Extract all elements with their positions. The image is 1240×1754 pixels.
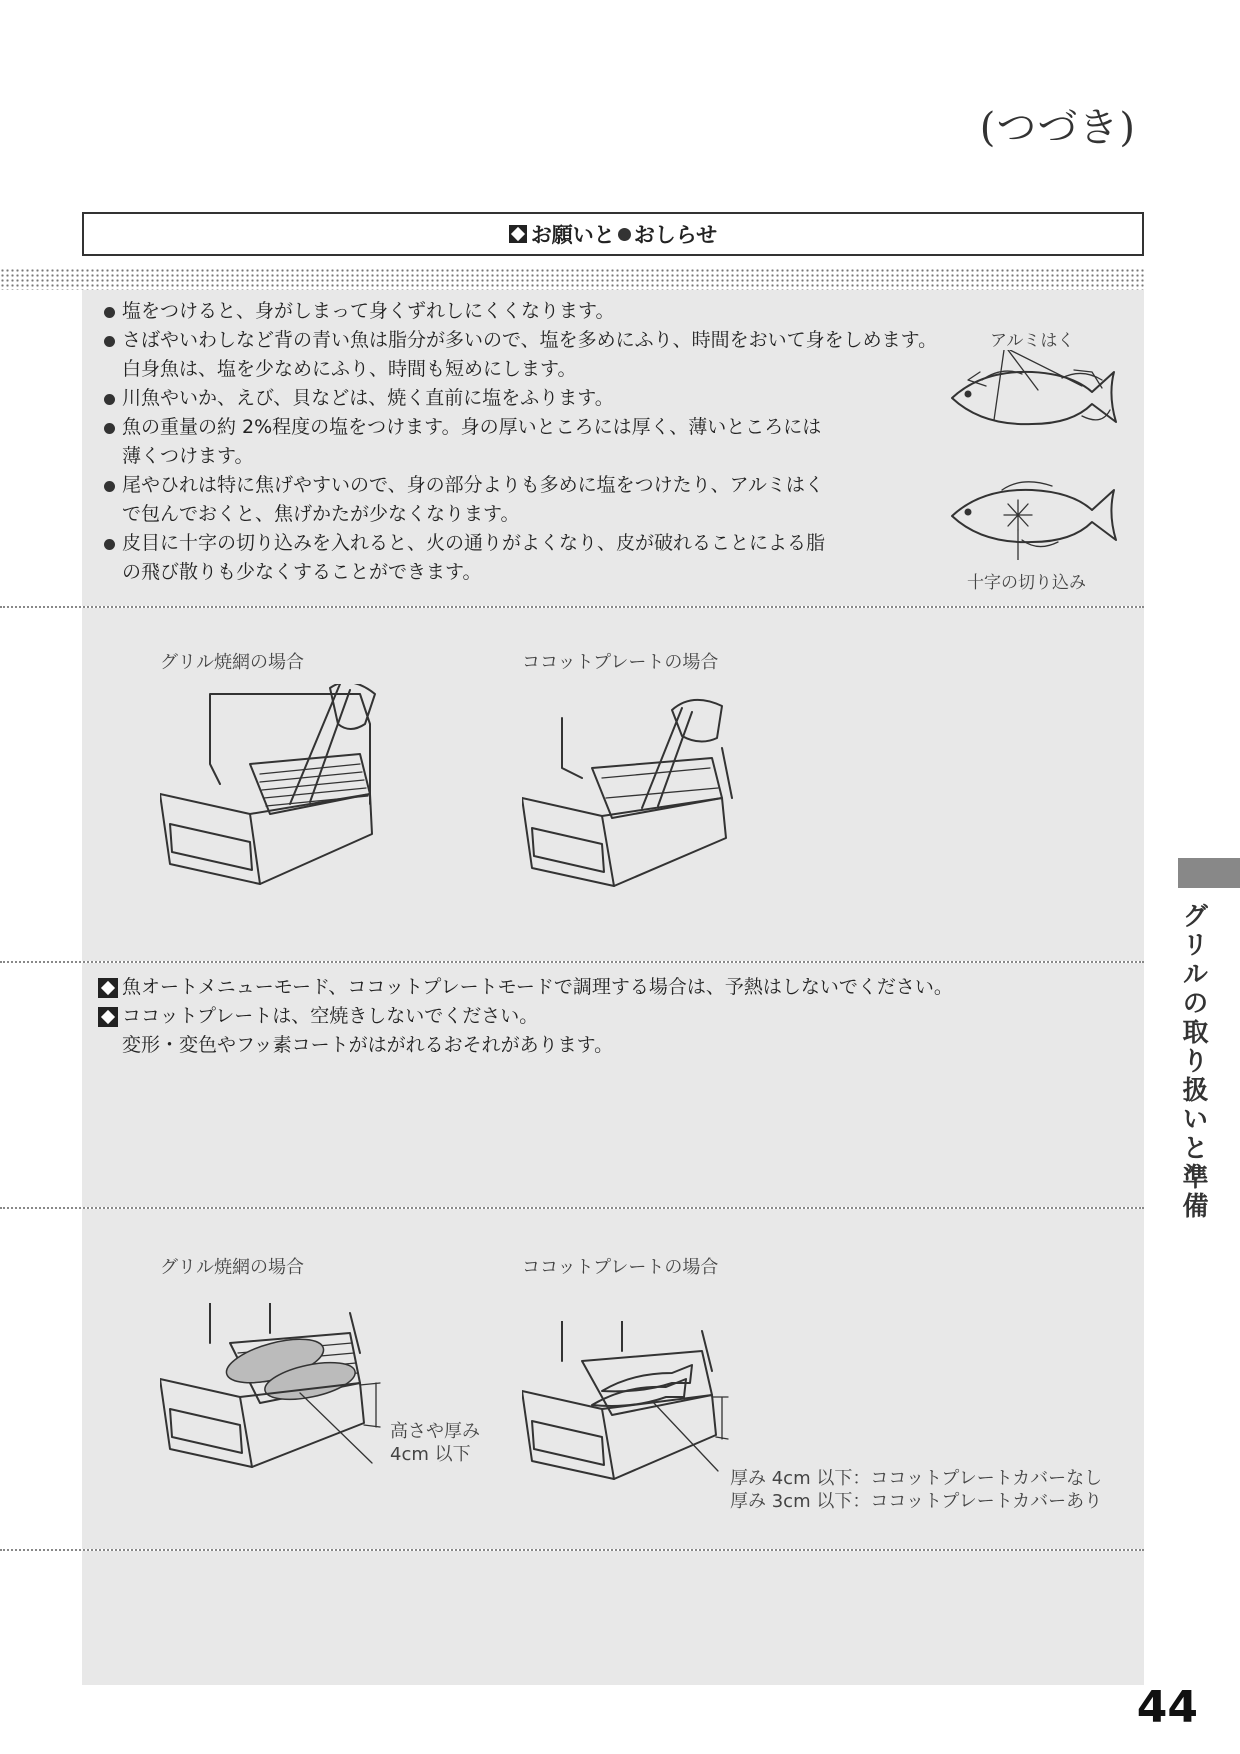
grill-net-caption: グリル焼網の場合: [160, 1257, 304, 1278]
salt-tips-list: [82, 297, 1042, 587]
dotted-divider: [0, 268, 1144, 290]
list-item: 尾やひれは特に焦げやすいので、身の部分よりも多めに塩をつけたり、アルミはく で包んでおくと、焦げかたが少なくなります。: [82, 471, 1042, 529]
fish-cross-cut-illustration: [942, 470, 1122, 560]
foil-label: アルミはく: [990, 331, 1075, 351]
cross-cut-label: 十字の切り込み: [967, 573, 1086, 593]
grill-net-thickness-illustration: [160, 1303, 460, 1503]
grill-net-limit-line1: 高さや厚み: [390, 1421, 480, 1442]
notice-label-part1: お願いと: [530, 223, 615, 247]
cocotte-plate-placement-illustration: [522, 698, 762, 918]
list-item: 魚の重量の約 2%程度の塩をつけます。身の厚いところには厚く、薄いところには 薄くつけます。: [82, 413, 1042, 471]
list-item: さばやいわしなど背の青い魚は脂分が多いので、塩を多めにふり、時間をおいて身をしめます。 白身魚は、塩を少なめにふり、時間も短めにします。: [82, 326, 1042, 384]
caution-diamond-icon: [98, 1007, 118, 1027]
caution-panel: [82, 963, 1144, 1207]
bottom-panel: [82, 1551, 1144, 1685]
cocotte-plate-caption: ココットプレートの場合: [522, 652, 719, 673]
chapter-tab: [1178, 858, 1240, 888]
caution-row-continued: 変形・変色やフッ素コートがはがれるおそれがあります。: [122, 1034, 614, 1056]
caution-row: 魚オートメニューモード、ココットプレートモードで調理する場合は、予熱はしないでください。: [82, 973, 1142, 1002]
notice-label-part2: おしらせ: [633, 223, 718, 247]
cocotte-limit-line1: 厚み 4cm 以下：ココットプレートカバーなし: [730, 1468, 1103, 1489]
caution-text: [82, 973, 1142, 1060]
list-item: 塩をつけると、身がしまって身くずれしにくくなります。: [82, 297, 1042, 326]
caution-diamond-icon: [509, 225, 527, 243]
grill-net-limit-line2: 4cm 以下: [390, 1444, 471, 1465]
caution-row: ココットプレートは、空焼きしないでください。: [82, 1002, 1142, 1031]
fish-foil-illustration: [942, 350, 1122, 440]
salt-tips-panel: [82, 290, 1144, 606]
grill-net-caption: グリル焼網の場合: [160, 652, 304, 673]
placement-panel: [82, 608, 1144, 961]
notice-header: [82, 212, 1144, 256]
chapter-title: グリルの取り扱いと準備: [1178, 902, 1208, 1221]
page-number: 44: [1136, 1682, 1198, 1733]
thickness-panel: [82, 1209, 1144, 1549]
cocotte-plate-caption: ココットプレートの場合: [522, 1257, 719, 1278]
list-item: 皮目に十字の切り込みを入れると、火の通りがよくなり、皮が破れることによる脂 の飛び散りも少なくすることができます。: [82, 529, 1042, 587]
list-item: 川魚やいか、えび、貝などは、焼く直前に塩をふります。: [82, 384, 1042, 413]
caution-diamond-icon: [98, 978, 118, 998]
grill-net-placement-illustration: [160, 684, 400, 924]
cocotte-limit-line2: 厚み 3cm 以下：ココットプレートカバーあり: [730, 1491, 1103, 1512]
cocotte-plate-thickness-illustration: [522, 1321, 752, 1521]
continued-label: (つづき): [979, 105, 1136, 151]
info-dot-icon: [618, 228, 631, 241]
